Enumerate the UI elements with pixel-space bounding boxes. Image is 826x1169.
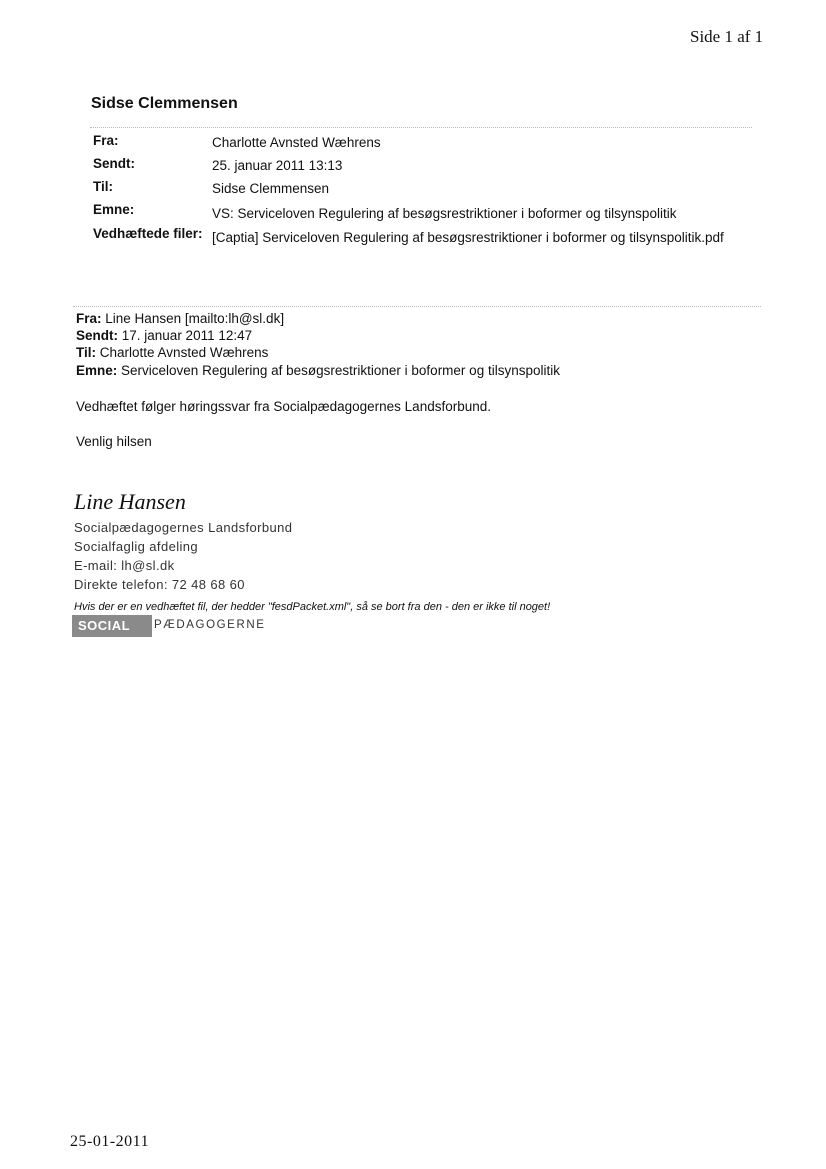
signature-department: Socialfaglig afdeling [74, 539, 199, 554]
original-from-value: Line Hansen [mailto:lh@sl.dk] [105, 311, 285, 326]
signature-organization: Socialpædagogernes Landsforbund [74, 520, 293, 535]
subject-label: Emne: [93, 202, 135, 217]
footer-date: 25-01-2011 [70, 1133, 150, 1150]
original-from [76, 311, 284, 326]
signature-name: Line Hansen [74, 489, 186, 514]
logo-right-text: PÆDAGOGERNE [154, 619, 266, 631]
page-number: Side 1 af 1 [690, 27, 764, 46]
attachments-label: Vedhæftede filer: [93, 226, 203, 241]
original-to-value: Charlotte Avnsted Wæhrens [99, 345, 269, 360]
message-divider [73, 306, 761, 307]
to-value: Sidse Clemmensen [212, 181, 330, 196]
signature-phone: Direkte telefon: 72 48 68 60 [74, 577, 245, 592]
subject-value: VS: Serviceloven Regulering af besøgsrestriktioner i boformer og tilsynspolitik [212, 206, 677, 221]
logo-left-text: SOCIAL [78, 618, 131, 633]
original-to [76, 345, 268, 360]
header-divider [90, 127, 752, 128]
from-value: Charlotte Avnsted Wæhrens [212, 135, 381, 150]
mailbox-owner: Sidse Clemmensen [91, 95, 238, 112]
attachments-value: [Captia] Serviceloven Regulering af besøgsrestriktioner i boformer og tilsynspolitik.pdf [212, 230, 724, 245]
body-paragraph: Vedhæftet følger høringssvar fra Socialpædagogernes Landsforbund. [76, 399, 491, 414]
to-label: Til: [93, 179, 113, 194]
original-sent-value: 17. januar 2011 12:47 [121, 328, 253, 343]
original-sent-label: Sendt: [76, 328, 118, 343]
body-closing: Venlig hilsen [76, 434, 152, 449]
original-subject-value: Serviceloven Regulering af besøgsrestriktioner i boformer og tilsynspolitik [121, 363, 560, 378]
original-from-label: Fra: [76, 311, 102, 326]
original-to-label: Til: [76, 345, 96, 360]
signature-email: E-mail: lh@sl.dk [74, 558, 175, 573]
original-subject [76, 363, 560, 378]
signature-note: Hvis der er en vedhæftet fil, der hedder "fesdPacket.xml", så se bort fra den - den er ikke til noget! [74, 601, 551, 613]
original-sent [76, 328, 252, 343]
sent-label: Sendt: [93, 156, 135, 171]
sent-value: 25. januar 2011 13:13 [212, 158, 343, 173]
original-subject-label: Emne: [76, 363, 118, 378]
from-label: Fra: [93, 133, 119, 148]
